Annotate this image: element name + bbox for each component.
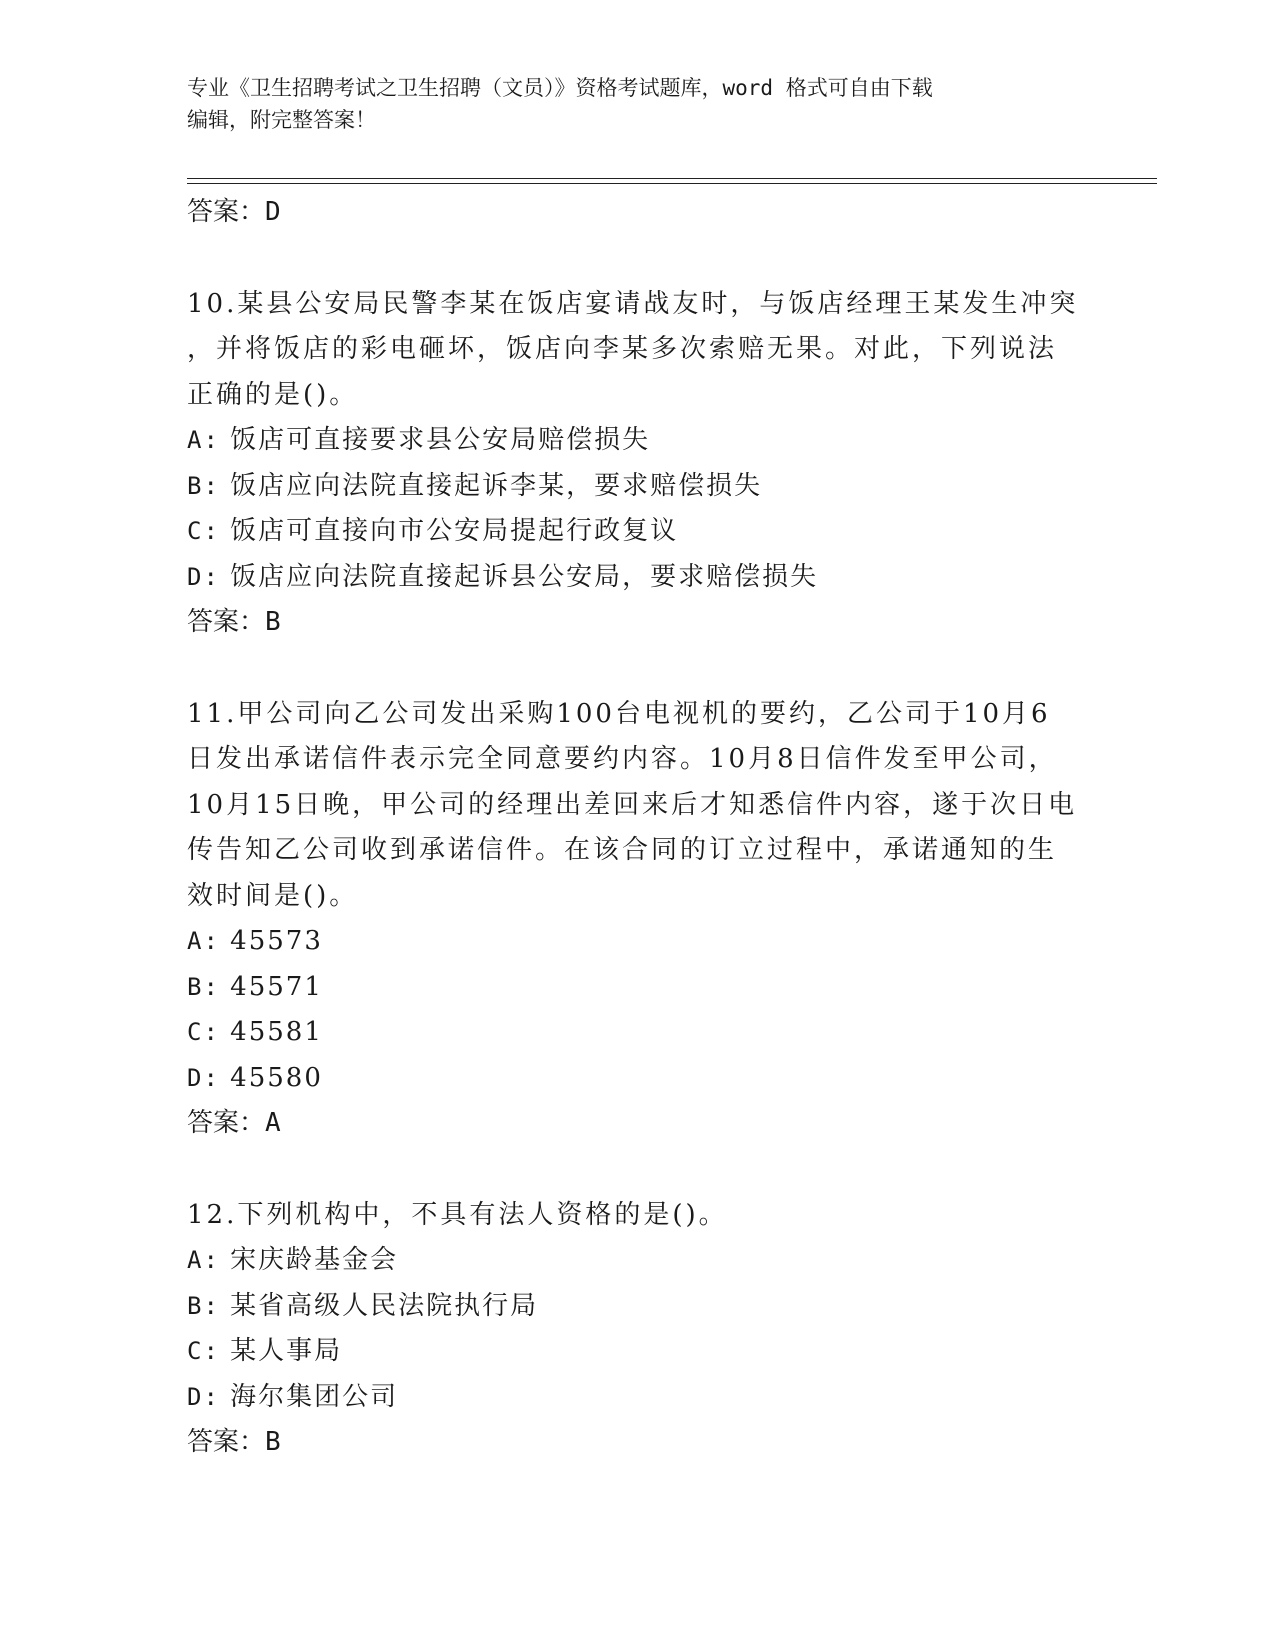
answer-value: A [265, 1108, 281, 1138]
answer-value: B [265, 607, 281, 637]
option-key: C: [187, 517, 220, 545]
option-text: 45571 [230, 971, 323, 1002]
answer-line [187, 190, 1087, 236]
option-key: B: [187, 471, 220, 500]
question-list [187, 190, 1087, 1466]
option-a [187, 418, 1087, 464]
option-text: 海尔集团公司 [230, 1381, 399, 1412]
option-key: B: [187, 1291, 220, 1320]
question-stem-line: 正确的是()。 [187, 379, 359, 410]
option-b [187, 965, 1087, 1011]
option-key: D: [187, 1063, 220, 1092]
option-b [187, 1284, 1087, 1330]
option-text: 45581 [230, 1017, 323, 1047]
option-a [187, 919, 1087, 965]
answer-label: 答案： [187, 197, 266, 227]
option-key: C: [187, 1337, 220, 1365]
option-text: 饭店应向法院直接起诉县公安局，要求赔偿损失 [230, 561, 819, 592]
question-stem-line: 11.甲公司向乙公司发出采购100台电视机的要约，乙公司于10月6 [187, 698, 1051, 729]
option-key: A: [187, 426, 220, 454]
option-text: 宋庆龄基金会 [230, 1245, 399, 1275]
option-key: A: [187, 1246, 220, 1274]
option-key: D: [187, 562, 220, 591]
option-text: 45573 [230, 926, 323, 956]
option-text: 45580 [230, 1062, 323, 1093]
option-text: 某人事局 [230, 1336, 343, 1366]
option-key: B: [187, 972, 220, 1001]
answer-value: D [265, 197, 281, 227]
answer-value: B [265, 1427, 281, 1457]
question-stem-line: 传告知乙公司收到承诺信件。在该合同的订立过程中，承诺通知的生 [187, 835, 1058, 865]
option-key: C: [187, 1018, 220, 1046]
option-c [187, 1010, 1087, 1056]
answer-label: 答案： [187, 1427, 266, 1457]
question-stem-line: 效时间是()。 [187, 880, 359, 911]
option-key: D: [187, 1382, 220, 1411]
question-stem-line: 10月15日晚，甲公司的经理出差回来后才知悉信件内容，遂于次日电 [187, 789, 1078, 820]
header-line-2: 编辑，附完整答案！ [187, 108, 376, 132]
question-stem-line: ，并将饭店的彩电砸坏，饭店向李某多次索赔无果。对此，下列说法 [187, 334, 1058, 364]
option-a [187, 1238, 1087, 1284]
answer-label: 答案： [187, 1108, 266, 1138]
option-b [187, 464, 1087, 510]
question-stem-line: 日发出承诺信件表示完全同意要约内容。10月8日信件发至甲公司， [187, 744, 1058, 774]
question-11 [187, 692, 1087, 1147]
header-divider-thin [187, 183, 1157, 184]
answer-label: 答案： [187, 607, 266, 637]
question-stem-line: 12.下列机构中，不具有法人资格的是()。 [187, 1199, 728, 1230]
header-divider-thick [187, 178, 1157, 179]
answer-line [187, 1101, 1087, 1147]
header-line-1: 专业《卫生招聘考试之卫生招聘（文员）》资格考试题库，word 格式可自由下载 [187, 76, 933, 100]
answer-line [187, 600, 1087, 646]
option-text: 某省高级人民法院执行局 [230, 1290, 539, 1321]
option-d [187, 1056, 1087, 1102]
question-stem-line: 10.某县公安局民警李某在饭店宴请战友时，与饭店经理王某发生冲突 [187, 288, 1079, 319]
question-12 [187, 1193, 1087, 1466]
answer-line [187, 1420, 1087, 1466]
option-c [187, 509, 1087, 555]
option-d [187, 555, 1087, 601]
option-key: A: [187, 927, 220, 955]
option-text: 饭店可直接要求县公安局赔偿损失 [230, 425, 651, 455]
document-header [187, 72, 1067, 136]
option-d [187, 1375, 1087, 1421]
question-10 [187, 282, 1087, 646]
option-text: 饭店可直接向市公安局提起行政复议 [230, 516, 679, 546]
option-text: 饭店应向法院直接起诉李某，要求赔偿损失 [230, 470, 763, 501]
option-c [187, 1329, 1087, 1375]
